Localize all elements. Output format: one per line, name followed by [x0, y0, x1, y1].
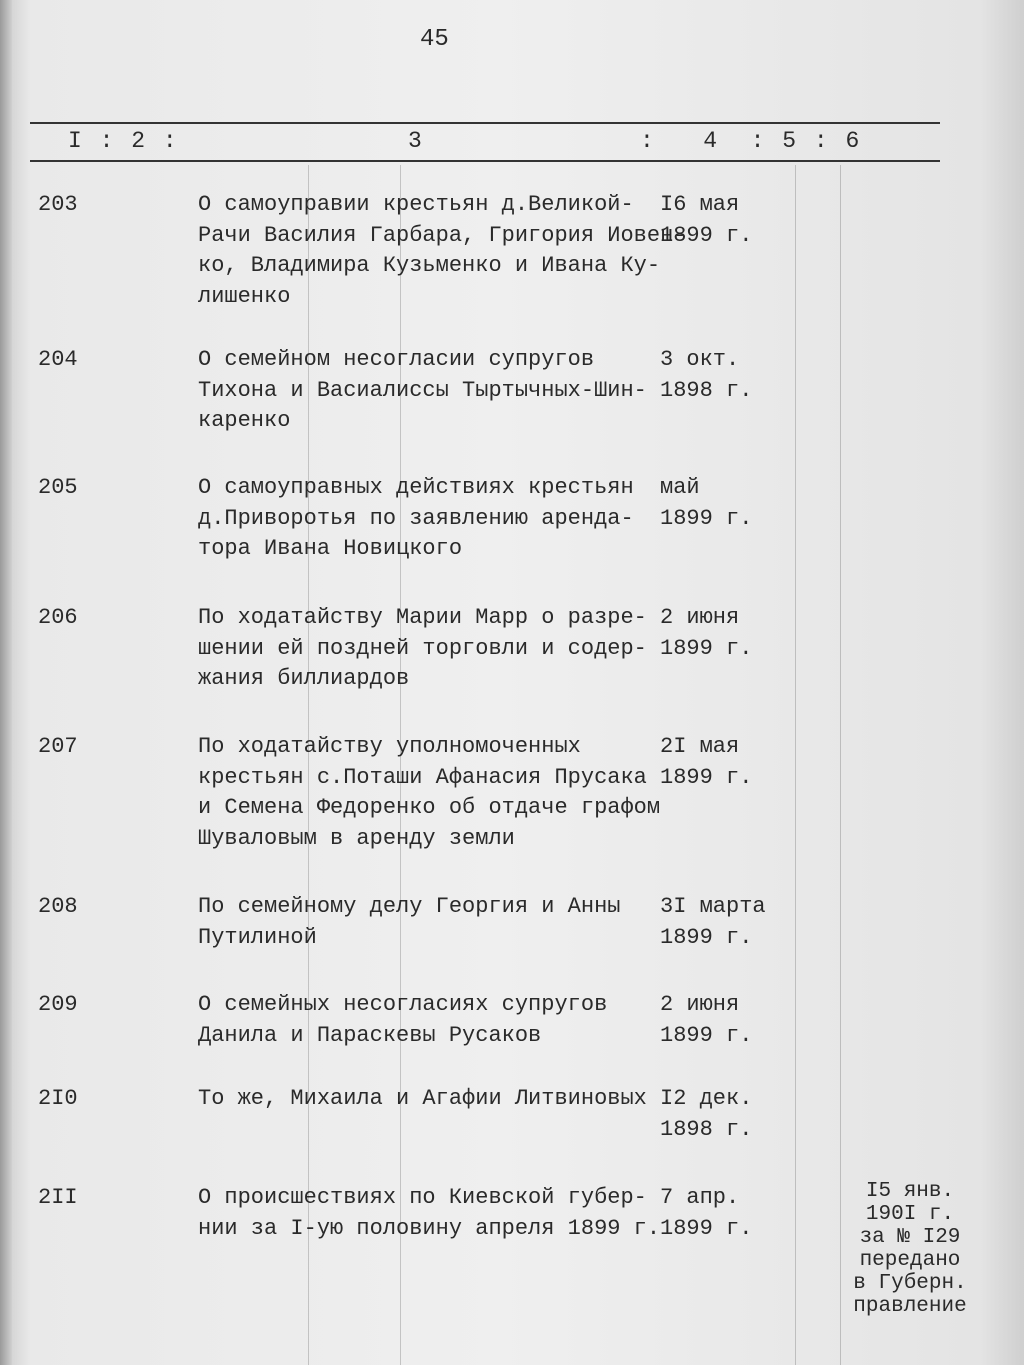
entry-date: I6 мая 1899 г. — [660, 192, 753, 248]
entry-date: 2 июня 1899 г. — [660, 992, 753, 1048]
entry-title: О самоуправии крестьян д.Великой- Рачи Василия Гарбара, Григория Иовен- ко, Владимира Кузьменко и Ивана Ку- лишенко — [198, 192, 687, 309]
entry-title: По ходатайству Марии Марр о разре- шении ей поздней торговли и содер- жания биллиардов — [198, 605, 647, 691]
entry-title: То же, Михаила и Агафии Литвиновых — [198, 1086, 647, 1111]
entry-number: 203 — [38, 192, 78, 217]
column-line — [840, 165, 841, 1365]
entry-number: 2II — [38, 1185, 78, 1210]
entry-211-note: I5 янв. 190I г. за № I29 передано в Губерн. правление — [853, 1180, 967, 1318]
entry-number: 207 — [38, 734, 78, 759]
entry-number: 2I0 — [38, 1086, 78, 1111]
header-col4: : 4 : 5 : 6 — [640, 128, 862, 154]
entry-number: 205 — [38, 475, 78, 500]
entry-date: 2I мая 1899 г. — [660, 734, 753, 790]
entry-date: 3 окт. 1898 г. — [660, 347, 753, 403]
entry-number: 208 — [38, 894, 78, 919]
entry-title: По ходатайству уполномоченных крестьян с.Поташи Афанасия Прусака и Семена Федоренко об отдаче графом Шуваловым в аренду земли — [198, 734, 661, 851]
entry-date: 2 июня 1899 г. — [660, 605, 753, 661]
entry-date: I2 дек. 1898 г. — [660, 1086, 753, 1142]
entry-title: О происшествиях по Киевской губер- нии за I-ую половину апреля 1899 г. — [198, 1185, 661, 1241]
entry-number: 204 — [38, 347, 78, 372]
binding-edge — [0, 0, 12, 1365]
entry-title: По семейному делу Георгия и Анны Путилиной — [198, 894, 621, 950]
entry-date: май 1899 г. — [660, 475, 753, 531]
entry-date: 7 апр. 1899 г. — [660, 1185, 753, 1241]
page-number: 45 — [420, 26, 449, 53]
header-rule-top — [30, 122, 940, 124]
entry-title: О семейных несогласиях супругов Данила и Параскевы Русаков — [198, 992, 608, 1048]
entry-number: 209 — [38, 992, 78, 1017]
entry-title: О семейном несогласии супругов Тихона и Васиалиссы Тыртычных-Шин- каренко — [198, 347, 647, 433]
header-col3: 3 — [408, 128, 424, 154]
header-col1: I : 2 : — [68, 128, 179, 154]
entry-title: О самоуправных действиях крестьян д.Приворотья по заявлению аренда- тора Ивана Новицкого — [198, 475, 634, 561]
column-line — [795, 165, 796, 1365]
header-rule-bottom — [30, 160, 940, 162]
entry-number: 206 — [38, 605, 78, 630]
entry-date: 3I марта 1899 г. — [660, 894, 766, 950]
